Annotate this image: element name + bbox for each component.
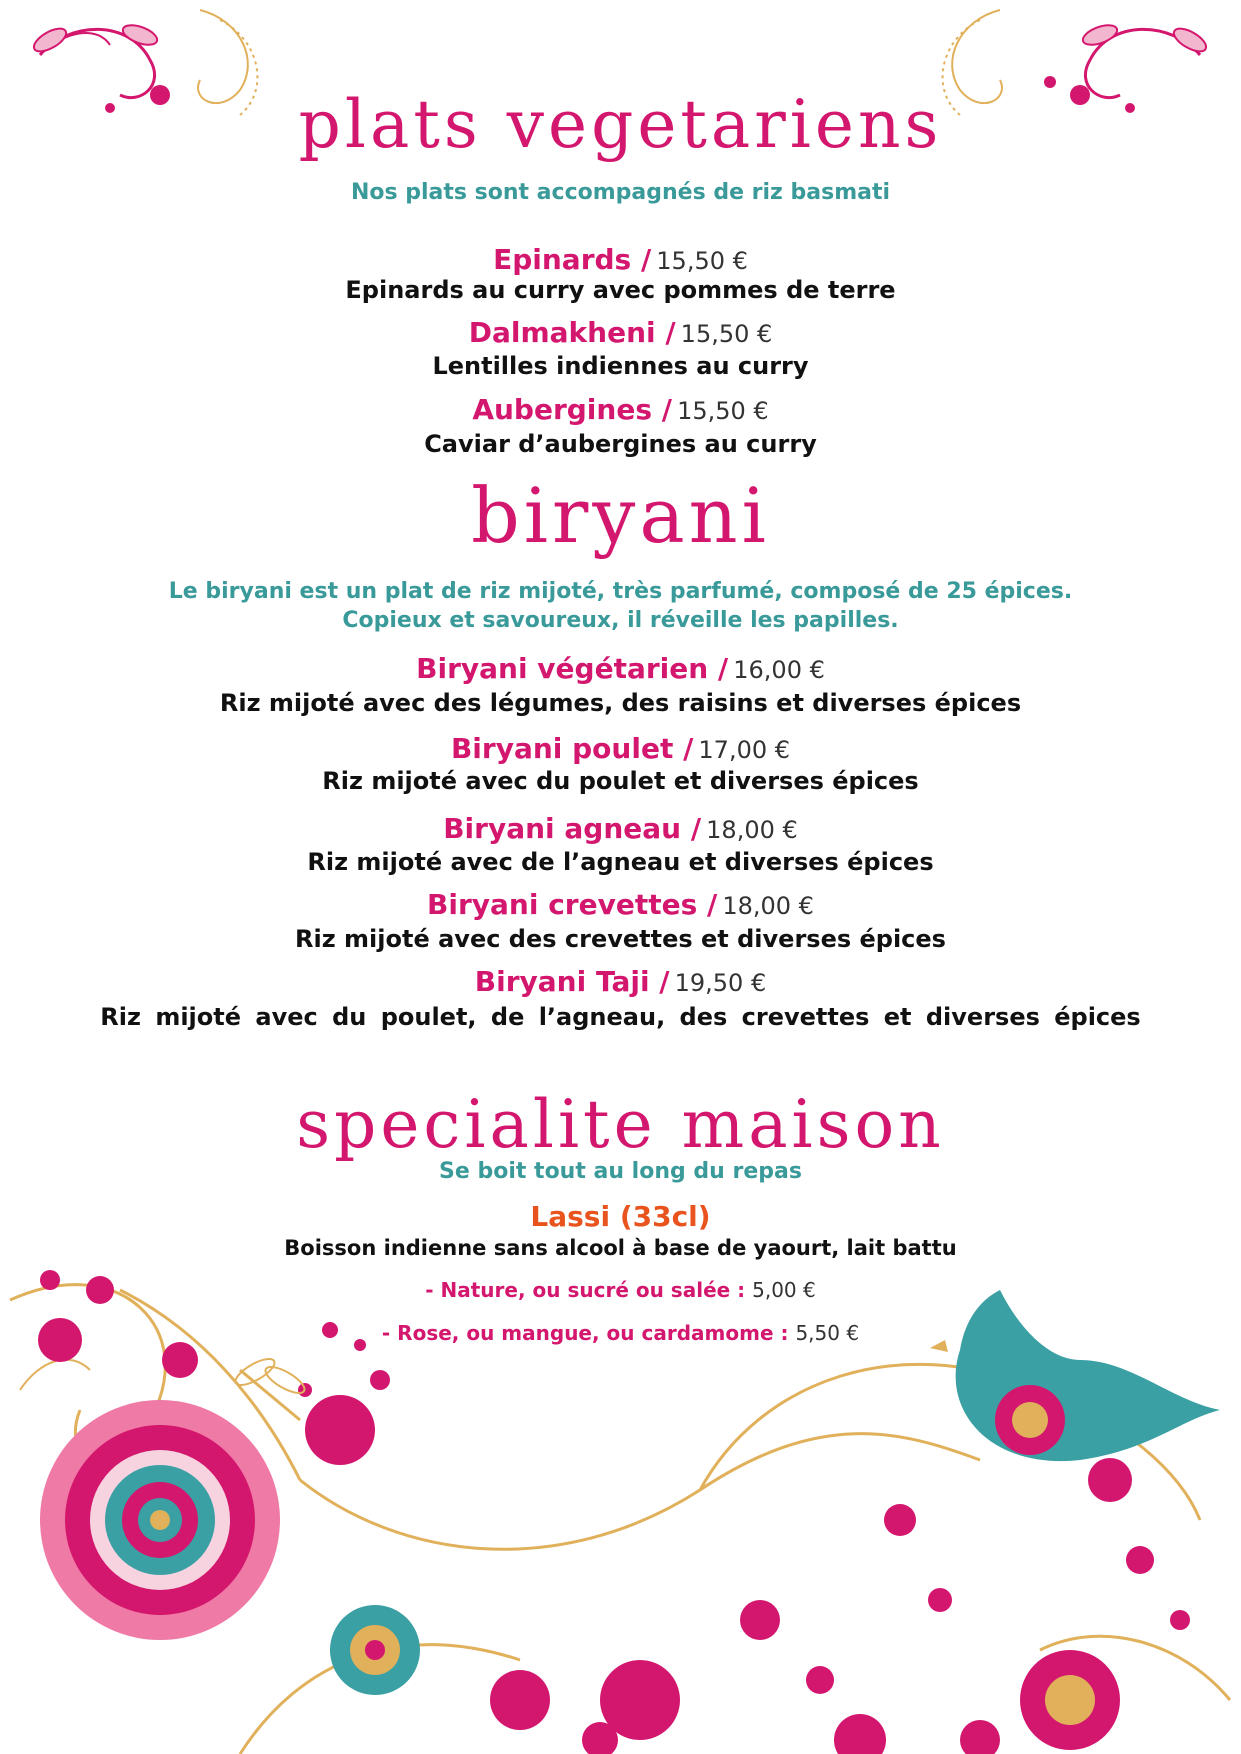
item-price: 17,00 € bbox=[698, 736, 791, 764]
biryani-subtitle-line2: Copieux et savoureux, il réveille les papilles. bbox=[342, 608, 899, 633]
item-name: Aubergines / bbox=[472, 393, 672, 426]
maison-subtitle: Se boit tout au long du repas bbox=[439, 1159, 802, 1184]
item-price: 18,00 € bbox=[722, 892, 814, 920]
item-price: 15,50 € bbox=[680, 320, 773, 348]
section-title-maison: specialite maison bbox=[296, 1086, 945, 1163]
item-desc: Lentilles indiennes au curry bbox=[432, 352, 809, 380]
item-desc: Riz mijoté avec de l’agneau et diverses épices bbox=[307, 848, 934, 876]
section-title-veg: plats vegetariens bbox=[298, 86, 943, 163]
menu-item bbox=[0, 812, 1241, 845]
item-price: 16,00 € bbox=[733, 656, 825, 684]
item-desc: Riz mijoté avec des crevettes et diverses épices bbox=[295, 925, 946, 953]
biryani-subtitle-line1: Le biryani est un plat de riz mijoté, très parfumé, composé de 25 épices. bbox=[168, 579, 1073, 604]
item-price: 18,00 € bbox=[706, 816, 798, 844]
item-desc: Riz mijoté avec du poulet et diverses épices bbox=[322, 767, 919, 795]
item-name: Epinards / bbox=[493, 243, 652, 276]
item-desc: Riz mijoté avec du poulet, de l’agneau, des crevettes et diverses épices bbox=[100, 1003, 1141, 1031]
lassi-desc: Boisson indienne sans alcool à base de yaourt, lait battu bbox=[284, 1236, 957, 1260]
item-desc: Riz mijoté avec des légumes, des raisins et diverses épices bbox=[219, 689, 1022, 717]
lassi-option bbox=[0, 1321, 1241, 1345]
item-name: Biryani crevettes / bbox=[427, 888, 718, 921]
item-name: Biryani poulet / bbox=[450, 732, 694, 765]
menu-item bbox=[0, 652, 1241, 685]
menu-item bbox=[0, 316, 1241, 349]
item-price: 19,50 € bbox=[674, 969, 767, 997]
menu-item bbox=[0, 732, 1241, 765]
item-name: Biryani agneau / bbox=[443, 812, 702, 845]
menu-item bbox=[0, 888, 1241, 921]
item-name: Dalmakheni / bbox=[468, 316, 676, 349]
menu-item bbox=[0, 393, 1241, 426]
item-desc: Epinards au curry avec pommes de terre bbox=[345, 276, 896, 304]
item-price: 15,50 € bbox=[677, 397, 769, 425]
veg-subtitle: Nos plats sont accompagnés de riz basmati bbox=[350, 180, 891, 205]
option-label: - Nature, ou sucré ou salée : bbox=[425, 1278, 746, 1302]
item-name: Biryani végétarien / bbox=[416, 652, 729, 685]
item-desc: Caviar d’aubergines au curry bbox=[424, 430, 817, 458]
menu-item bbox=[0, 965, 1241, 998]
option-label: - Rose, ou mangue, ou cardamome : bbox=[381, 1321, 789, 1345]
menu-item bbox=[0, 243, 1241, 276]
section-title-biryani: biryani bbox=[471, 471, 770, 560]
option-price: 5,00 € bbox=[752, 1278, 816, 1302]
lassi-option bbox=[0, 1278, 1241, 1302]
lassi-name: Lassi (33cl) bbox=[530, 1200, 711, 1233]
item-name: Biryani Taji / bbox=[474, 965, 670, 998]
item-price: 15,50 € bbox=[656, 247, 748, 275]
option-price: 5,50 € bbox=[795, 1321, 860, 1345]
